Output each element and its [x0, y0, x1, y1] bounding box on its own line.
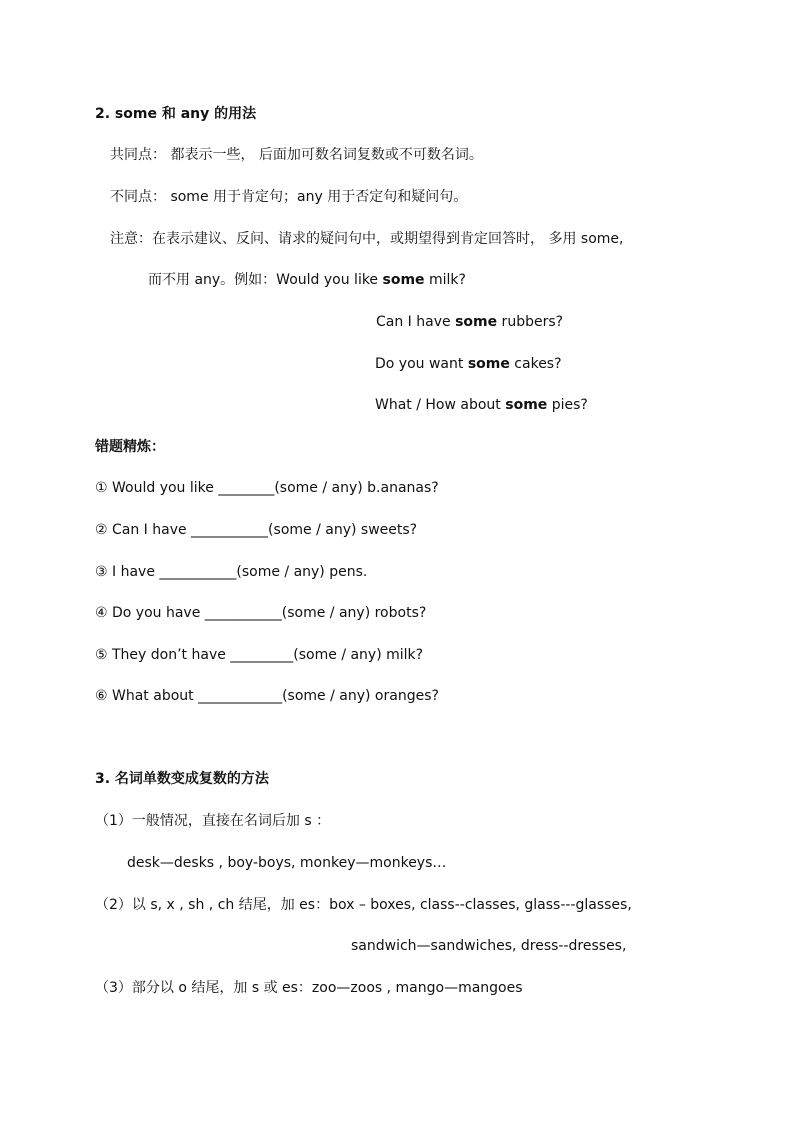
example-3-pre: What / How about — [375, 397, 506, 413]
practice-item-2: ② Can I have ___________(some / any) sweets? — [95, 522, 418, 538]
example-2 — [375, 355, 562, 373]
example-1-post: rubbers? — [497, 314, 564, 330]
practice-item-3: ③ I have ___________(some / any) pens. — [95, 564, 368, 580]
practice-item-6: ⑥ What about ____________(some / any) oranges? — [95, 688, 439, 704]
section-3-heading: 3. 名词单数变成复数的方法 — [95, 771, 269, 787]
example-3-bold: some — [505, 397, 548, 413]
example-2-pre: Do you want — [375, 356, 468, 372]
example-2-bold: some — [467, 356, 510, 372]
rule-1: （1）一般情况，直接在名词后加 s ： — [95, 813, 331, 829]
practice-item-4: ④ Do you have ___________(some / any) robots? — [95, 605, 427, 621]
rule-2: （2）以 s, x , sh , ch 结尾，加 es：box – boxes, class--classes, glass---glasses, — [95, 897, 632, 913]
example-1 — [376, 313, 563, 331]
common-point: 共同点： 都表示一些， 后面加可数名词复数或不可数名词。 — [110, 147, 483, 163]
rule-3: （3）部分以 o 结尾，加 s 或 es：zoo—zoos , mango—mangoes — [95, 980, 523, 996]
note-example-post: milk? — [424, 272, 466, 288]
note-example — [148, 271, 466, 289]
example-1-bold: some — [455, 314, 498, 330]
practice-item-1: ① Would you like ________(some / any) b.ananas? — [95, 480, 439, 496]
example-1-pre: Can I have — [376, 314, 456, 330]
note-example-pre: 而不用 any。例如：Would you like — [148, 272, 383, 288]
difference-point: 不同点： some 用于肯定句；any 用于否定句和疑问句。 — [110, 189, 468, 205]
practice-item-5: ⑤ They don’t have _________(some / any) milk? — [95, 647, 424, 663]
example-3-post: pies? — [547, 397, 588, 413]
note-example-bold: some — [382, 272, 425, 288]
section-2-heading: 2. some 和 any 的用法 — [95, 106, 257, 122]
rule-1-examples: desk—desks , boy-boys, monkey—monkeys… — [127, 855, 447, 871]
practice-heading: 错题精炼： — [95, 439, 165, 455]
example-2-post: cakes? — [509, 356, 562, 372]
rule-2-examples: sandwich—sandwiches, dress--dresses, — [351, 938, 627, 954]
note: 注意：在表示建议、反问、请求的疑问句中，或期望得到肯定回答时， 多用 some, — [110, 231, 624, 247]
example-3 — [375, 396, 588, 414]
